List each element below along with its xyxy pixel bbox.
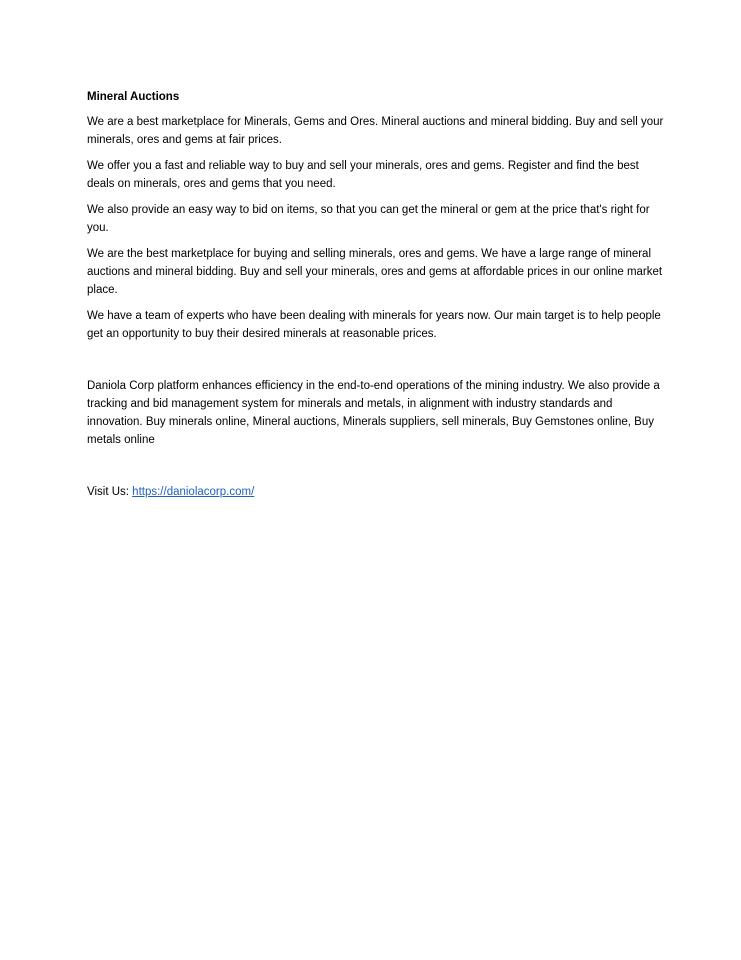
- visit-line: [87, 483, 667, 501]
- document-page: [87, 89, 667, 501]
- visit-label: Visit Us:: [87, 486, 133, 498]
- paragraph-company: Daniola Corp platform enhances efficiency in the end-to-end operations of the mining industry. We also provide a tracking and bid management system for minerals and metals, in alignment with industry standards and innovation. Buy minerals online, Mineral auctions, Minerals suppliers, sell minerals, Buy Gemstones online, Buy metals online: [87, 380, 660, 446]
- spacer: [87, 457, 667, 483]
- document-title: Mineral Auctions: [87, 91, 180, 103]
- paragraph-marketplace: We are a best marketplace for Minerals, Gems and Ores. Mineral auctions and mineral bidding. Buy and sell your minerals, ores and gems at fair prices.: [87, 116, 664, 146]
- paragraph-experts: We have a team of experts who have been dealing with minerals for years now. Our main target is to help people get an opportunity to buy their desired minerals at reasonable prices.: [87, 310, 661, 340]
- paragraph-offer: We offer you a fast and reliable way to buy and sell your minerals, ores and gems. Register and find the best deals on minerals, ores and gems that you need.: [87, 160, 639, 190]
- paragraph-bidding: We also provide an easy way to bid on items, so that you can get the mineral or gem at the price that's right for you.: [87, 204, 650, 234]
- paragraph-range: We are the best marketplace for buying and selling minerals, ores and gems. We have a large range of mineral auctions and mineral bidding. Buy and sell your minerals, ores and gems at affordable prices in our online market place.: [87, 248, 663, 296]
- website-link[interactable]: https://daniolacorp.com/: [132, 486, 255, 498]
- spacer: [87, 351, 667, 377]
